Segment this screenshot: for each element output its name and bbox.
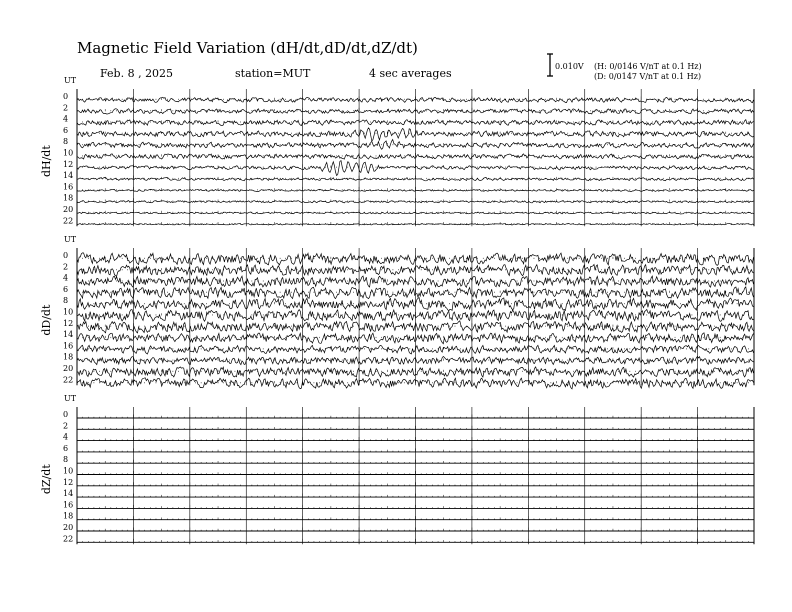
trace-label: 4 — [63, 273, 69, 283]
trace-label: 6 — [63, 125, 69, 135]
trace-label: 18 — [63, 193, 74, 203]
trace-label: 14 — [63, 330, 74, 340]
trace-label: 2 — [63, 262, 69, 272]
scale-value: 0.010V — [555, 62, 584, 71]
averaging-label: 4 sec averages — [369, 67, 452, 80]
trace-label: 8 — [63, 137, 69, 147]
ut-label: UT — [64, 76, 77, 85]
trace-label: 2 — [63, 103, 69, 113]
panels-group — [40, 76, 754, 544]
trace-label: 10 — [63, 466, 74, 476]
scale-bar — [547, 54, 553, 76]
trace-label: 16 — [63, 341, 74, 351]
trace-label: 18 — [63, 352, 74, 362]
trace-label: 22 — [63, 375, 74, 385]
trace-label: 14 — [63, 489, 74, 499]
scale-h-note: (H: 0/0146 V/nT at 0.1 Hz) — [594, 62, 702, 71]
station-label: station=MUT — [235, 67, 311, 80]
trace-label: 10 — [63, 307, 74, 317]
trace-label: 18 — [63, 511, 74, 521]
trace-label: 12 — [63, 318, 74, 328]
trace-label: 4 — [63, 432, 69, 442]
panel-ylabel: dD/dt — [40, 304, 53, 336]
trace-label: 6 — [63, 443, 69, 453]
trace-label: 20 — [63, 523, 74, 532]
trace-label: 0 — [63, 251, 69, 260]
trace-label: 12 — [63, 159, 74, 169]
trace-label: 6 — [63, 284, 69, 294]
trace-label: 2 — [63, 421, 69, 431]
trace-label: 16 — [63, 182, 74, 192]
panel-dzdt — [40, 394, 754, 544]
ut-label: UT — [64, 394, 77, 403]
trace-label: 12 — [63, 477, 74, 487]
trace-label: 10 — [63, 148, 74, 158]
trace-label: 0 — [63, 410, 69, 419]
panel-ylabel: dZ/dt — [40, 464, 53, 495]
panel-dhdt — [40, 76, 754, 226]
trace-label: 20 — [63, 364, 74, 373]
trace-label: 20 — [63, 205, 74, 214]
trace-label: 22 — [63, 216, 74, 226]
trace-label: 0 — [63, 92, 69, 101]
trace-label: 22 — [63, 534, 74, 544]
ut-label: UT — [64, 235, 77, 244]
scale-d-note: (D: 0/0147 V/nT at 0.1 Hz) — [594, 72, 702, 81]
panel-dddt — [40, 235, 754, 389]
panel-ylabel: dH/dt — [40, 145, 53, 178]
trace-label: 8 — [63, 296, 69, 306]
trace-label: 16 — [63, 500, 74, 510]
trace-label: 4 — [63, 114, 69, 124]
trace-label: 8 — [63, 455, 69, 465]
date-label: Feb. 8 , 2025 — [100, 67, 174, 80]
chart-title: Magnetic Field Variation (dH/dt,dD/dt,dZ/dt) — [77, 39, 418, 57]
trace-label: 14 — [63, 171, 74, 181]
